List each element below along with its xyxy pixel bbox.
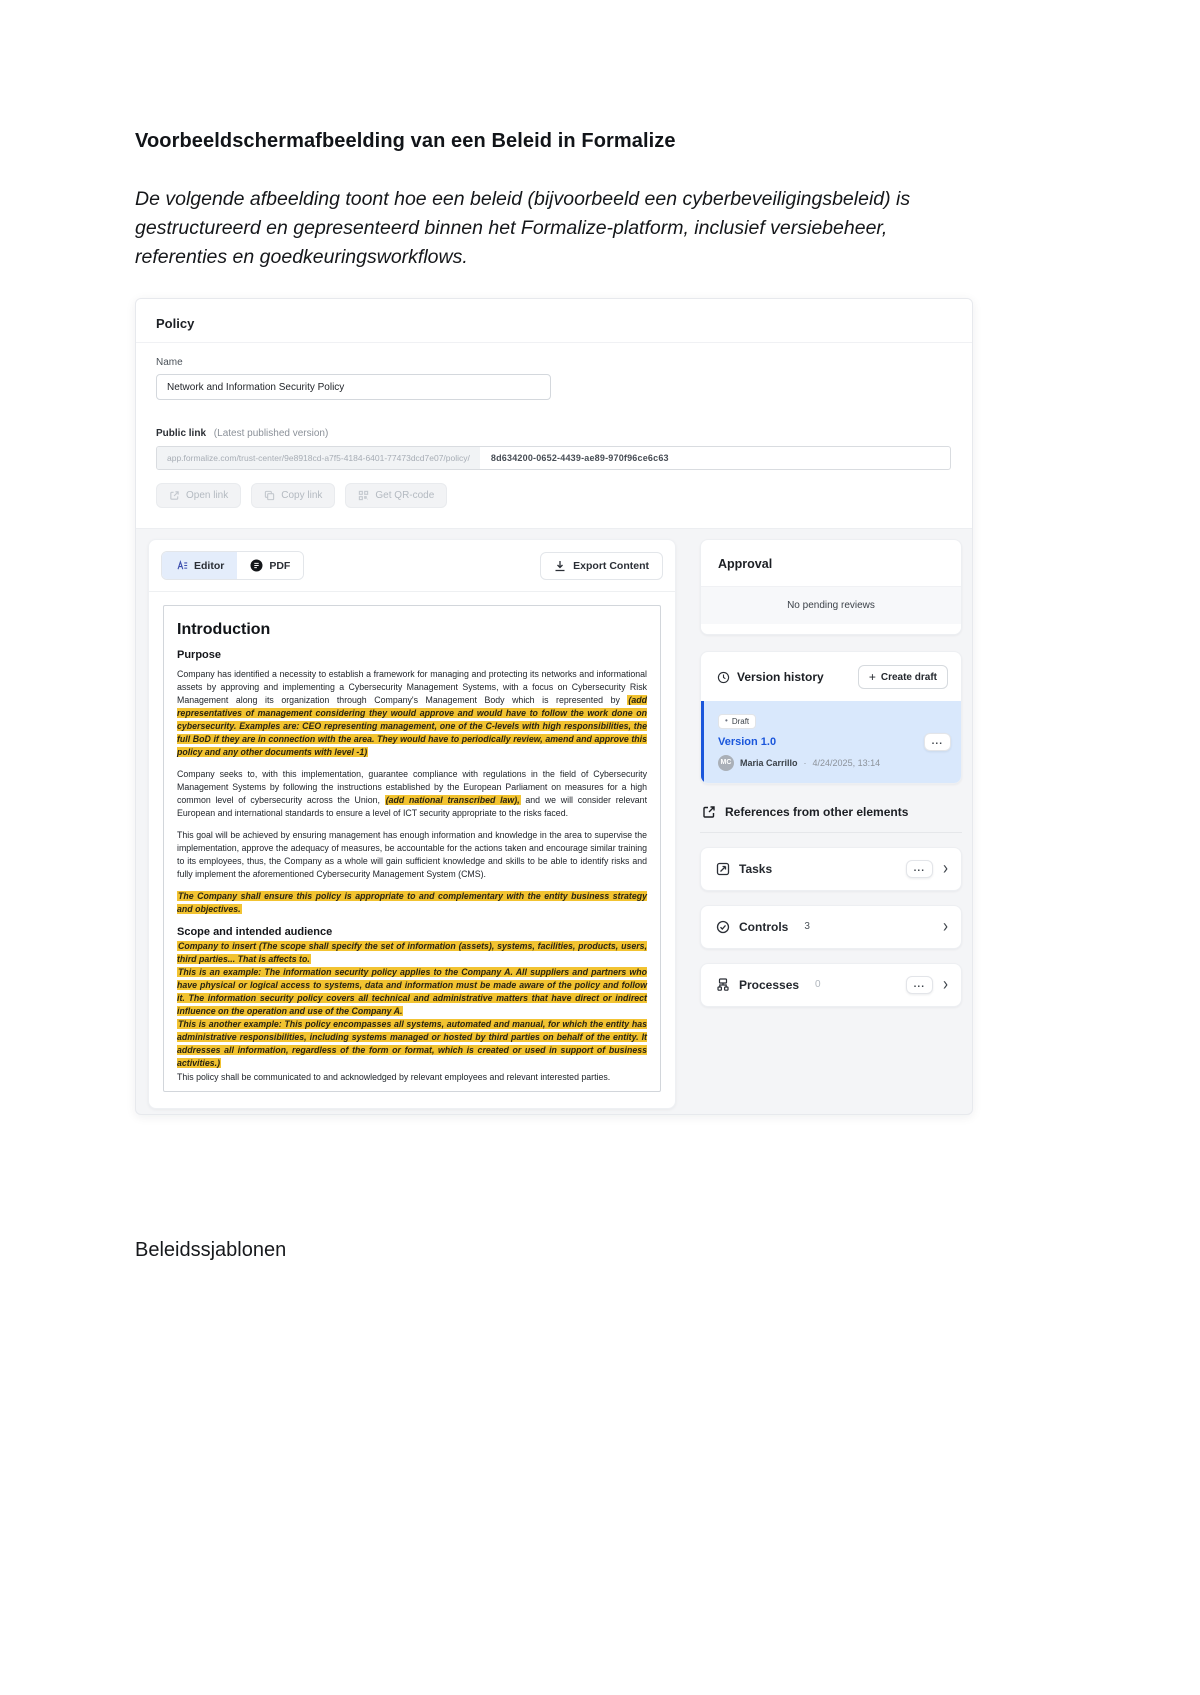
processes-chevron-icon[interactable]: › — [943, 973, 948, 996]
p2-highlighted-text: (add national transcribed law), — [385, 795, 520, 806]
scope-highlight-1: Company to insert (The scope shall specify the set of information (assets), systems, facilities, products, users, third parties... That is affects to. — [177, 941, 647, 965]
p1-highlighted-text: (add representatives of management considering they would approve and would have to follow the work done on cybersecurity. Examples are: CEO representing management, one of the C-levels with high responsibilities, the full BoD if they are in connection with the area. They would have to periodically review, amend and approve this policy and any other documents with level -1) — [177, 695, 647, 758]
p2-normal-text: Company seeks to, with this implementation, guarantee compliance with regulations in the field of Cybersecurity Management Systems by following the instructions established by the European Parliament on measures for a high common level of cybersecurity across the Union, — [177, 769, 647, 806]
version-more-options-button[interactable]: ... — [924, 733, 951, 751]
version-link[interactable]: Version 1.0 — [718, 735, 777, 748]
policy-card-body — [136, 343, 972, 528]
processes-more-options-button[interactable]: ... — [906, 976, 933, 994]
policy-document — [163, 605, 661, 1092]
public-link-prefix: app.formalize.com/trust-center/9e8918cd-a7f5-4184-6401-77473dcd7e07/policy/ — [157, 447, 480, 469]
controls-label: Controls — [739, 919, 789, 934]
approval-header — [701, 540, 961, 587]
closing-paragraph: This policy shall be communicated to and acknowledged by relevant employees and relevant interested parties. — [177, 1072, 611, 1083]
policy-card-title: Policy — [156, 316, 195, 331]
tab-pdf-label: PDF — [269, 559, 291, 572]
policy-name-input[interactable] — [156, 374, 551, 400]
export-content-label: Export Content — [573, 559, 649, 572]
pdf-file-icon — [250, 559, 263, 572]
scope-highlight-3: This is another example: This policy encompasses all systems, automated and manual, for which the entity has administrative responsibilities, including systems managed or hosted by third parties on behalf of the entity. It addresses all information, regardless of the form or format, which is created or used in support of business activities.) — [177, 1019, 647, 1069]
p4-highlighted-text: The Company shall ensure this policy is appropriate to and complementary with the entity business strategy and objectives. — [177, 891, 647, 915]
tab-editor-label: Editor — [194, 559, 225, 572]
link-actions-row — [156, 483, 952, 508]
copy-link-button[interactable] — [251, 483, 335, 508]
tasks-icon — [716, 862, 730, 876]
scope-highlight-2: This is an example: The information security policy applies to the Company A. All suppliers and partners who have physical or logical access to systems, data and information must be made aware of the policy and follow it. The information security policy covers all technical and administrative matters that have direct or indirect influence on the operation and use of the Company A. — [177, 967, 647, 1017]
status-dot-icon: • — [725, 716, 728, 725]
document-area — [149, 592, 675, 1108]
controls-icon — [716, 920, 730, 934]
processes-row[interactable] — [700, 963, 962, 1007]
scope-paragraph-3 — [177, 1018, 647, 1070]
doc-heading-purpose: Purpose — [177, 649, 222, 661]
export-content-button[interactable] — [540, 552, 663, 580]
right-sidebar — [700, 539, 962, 1007]
version-author-row — [718, 755, 949, 771]
status-badge — [718, 714, 756, 729]
download-icon — [554, 560, 566, 572]
version-item[interactable] — [701, 701, 961, 783]
copy-icon — [264, 490, 275, 501]
create-draft-label: Create draft — [880, 671, 937, 683]
qr-code-icon — [358, 490, 369, 501]
processes-count: 0 — [815, 979, 821, 990]
external-link-icon — [169, 490, 180, 501]
avatar: MC — [718, 755, 734, 771]
date-separator: · — [803, 757, 807, 768]
version-history-title: Version history — [737, 670, 824, 684]
processes-icon — [716, 978, 730, 992]
scope-paragraph-2 — [177, 966, 647, 1018]
approval-card — [700, 539, 962, 635]
controls-row[interactable] — [700, 905, 962, 949]
intro-paragraph: De volgende afbeelding toont hoe een beleid (bijvoorbeeld een cyberbeveiligingsbeleid) is gestructureerd en gepresenteerd binnen het Formalize-platform, inclusief versiebeheer, referenties en goedkeuringsworkflows. — [135, 188, 911, 268]
doc-heading-introduction: Introduction — [177, 621, 271, 638]
version-history-card — [700, 651, 962, 784]
public-link-label: Public link — [156, 428, 207, 439]
page-title: Voorbeeldschermafbeelding van een Beleid in Formalize — [135, 130, 676, 152]
view-tab-group — [161, 551, 304, 580]
controls-chevron-icon[interactable]: › — [943, 915, 948, 938]
name-field-label: Name — [156, 357, 183, 368]
editor-card — [148, 539, 676, 1109]
references-section-header — [700, 788, 962, 833]
editor-tabbar — [149, 540, 675, 592]
open-link-button[interactable] — [156, 483, 241, 508]
clock-icon — [717, 671, 730, 684]
tasks-more-options-button[interactable]: ... — [906, 860, 933, 878]
content-columns — [136, 529, 972, 1109]
tab-editor[interactable] — [162, 552, 237, 579]
policy-card — [136, 299, 972, 529]
purpose-paragraph-1 — [177, 668, 647, 759]
policy-card-header — [136, 299, 972, 343]
p2-normal-text-after: and we will consider relevant European and international standards to ensure a level of ICT security appropriate to the risks faced. — [177, 795, 648, 819]
get-qr-code-label: Get QR-code — [375, 490, 435, 501]
controls-count: 3 — [804, 921, 810, 932]
purpose-paragraph-2 — [177, 768, 647, 820]
processes-label: Processes — [739, 977, 800, 992]
public-link-field[interactable] — [156, 446, 951, 470]
approval-empty-state: No pending reviews — [701, 587, 961, 624]
create-draft-button[interactable] — [858, 665, 948, 689]
public-link-note: (Latest published version) — [213, 428, 329, 439]
scope-paragraph-1 — [177, 940, 647, 966]
purpose-paragraph-3: This goal will be achieved by ensuring management has enough information and knowledge in the area to supervise the implementation, approve the adequacy of measures, be accountable for the actions taken and encourage similar training to its employees, thus, the Company as a whole will gain sufficient knowledge and skills to be able to identify risks and fully implement the aforementioned Cybersecurity Management System (CMS). — [177, 830, 647, 880]
get-qr-code-button[interactable] — [345, 483, 447, 508]
footer-heading: Beleidssjablonen — [135, 1239, 287, 1261]
doc-heading-scope: Scope and intended audience — [177, 926, 333, 939]
public-link-id: 8d634200-0652-4439-ae89-970f96ce6c63 — [490, 453, 669, 463]
public-link-label-row — [156, 428, 952, 439]
status-badge-label: Draft — [731, 716, 750, 726]
plus-icon: + — [868, 670, 876, 684]
version-author: Maria Carrillo — [740, 757, 798, 768]
tab-pdf[interactable] — [237, 552, 303, 579]
references-title: References from other elements — [725, 804, 909, 819]
reference-arrow-icon — [702, 805, 716, 819]
version-history-header — [701, 652, 961, 701]
purpose-paragraph-4 — [177, 890, 647, 916]
approval-title: Approval — [718, 557, 773, 571]
open-link-label: Open link — [186, 490, 229, 501]
approval-footer — [701, 624, 961, 634]
tasks-chevron-icon[interactable]: › — [943, 857, 948, 880]
editor-tab-icon — [175, 560, 188, 571]
p1-normal-text: Company has identified a necessity to establish a framework for managing and protecting its networks and informational assets by approving and implementing a Cybersecurity Management Systems, with a focus on Cybersecurity Risk Management along its organization through Company's Management Body which is represented by — [177, 669, 647, 706]
copy-link-label: Copy link — [281, 490, 323, 501]
tasks-label: Tasks — [739, 861, 773, 876]
screenshot-panel — [135, 298, 973, 1115]
tasks-row[interactable] — [700, 847, 962, 891]
version-date: 4/24/2025, 13:14 — [812, 757, 881, 768]
